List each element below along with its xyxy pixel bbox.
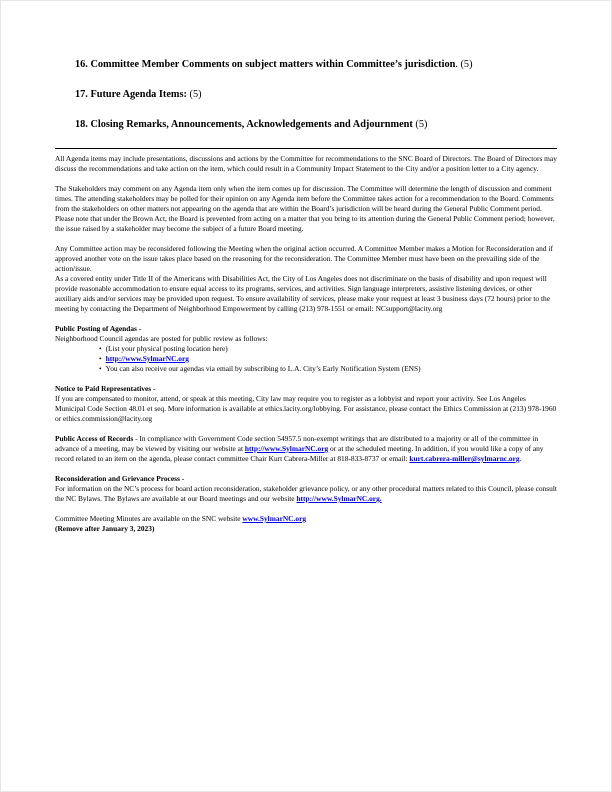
posting-locations-list (55, 344, 557, 374)
link-sylmarnc-posting[interactable]: http://www.SylmarNC.org (105, 354, 189, 363)
public-access-text-1: - In compliance with Government Code section 54957.5 non-exempt writings that are distributed to a majority or all of the committee in advance of a meeting, may be viewed by visiting our website at (55, 434, 539, 453)
section-meeting-minutes (55, 514, 557, 534)
agenda-item-17-title: 17. Future Agenda Items: (75, 89, 187, 100)
disclaimers-section (55, 154, 557, 534)
agenda-item-18 (75, 118, 557, 131)
minutes-text: Committee Meeting Minutes are available on the SNC website (55, 514, 243, 523)
posting-location-physical: (List your physical posting location here) (105, 344, 228, 353)
minutes-line (55, 514, 557, 524)
section-public-posting (55, 324, 557, 374)
paragraph-stakeholder-comments: The Stakeholders may comment on any Agenda item only when the item comes up for discussion. The Committee will determine the length of discussion and comment times. The attending stakeholders may be polled for their opinion on any Agenda item before the Committee takes action for a recommendation to the Board. Comments from the stakeholders on other matters not appearing on the agenda that are within the Board’s jurisdiction will be heard during the General Public Comment period. Please note that under the Brown Act, the Board is prevented from acting on a matter that you bring to its attention during the General Public Comment period; however, the issue raised by a stakeholder may become the subject of a future Board meeting. (55, 184, 555, 233)
paragraph-ada-accommodation: As a covered entity under Title II of the Americans with Disabilities Act, the City of Los Angeles does not discriminate on the basis of disability and upon request will provide reasonable accommodation to ensure equal access to its programs, services, and activities. Sign language interpreters, assistive listening devices, or other auxiliary aids and/or services may be provided upon request. To ensure availability of services, please make your request at least 3 business days (72 hours) prior to the meeting by contacting the Department of Neighborhood Empowerment by calling (213) 978-1551 or email: NCsupport@lacity.org (55, 274, 550, 313)
posting-location-ens: You can also receive our agendas via email by subscribing to L.A. City’s Early Notification System (ENS) (105, 364, 421, 373)
public-access-heading: Public Access of Records (55, 434, 134, 443)
public-posting-intro: Neighborhood Council agendas are posted for public review as follows: (55, 334, 268, 343)
public-posting-heading: Public Posting of Agendas - (55, 324, 142, 333)
section-paid-representatives (55, 384, 557, 424)
section-divider (55, 148, 557, 149)
agenda-item-16-title: 16. Committee Member Comments on subject matters within Committee’s jurisdiction (75, 59, 456, 70)
paragraph-general-agenda-notice: All Agenda items may include presentations, discussions and actions by the Committee for recommendations to the SNC Board of Directors. The Board of Directors may discuss the recommendations and take action on the item, which could result in a Community Impact Statement to the City and/or a position letter to a City agency. (55, 154, 557, 173)
agenda-item-18-duration: (5) (412, 119, 428, 130)
link-email-kurt-cabrera-miller[interactable]: kurt.cabrera-miller@sylmarnc.org (409, 454, 520, 463)
agenda-item-16-duration: . (5) (455, 59, 473, 70)
section-public-access-of-records (55, 434, 557, 464)
section-grievance-process (55, 474, 557, 504)
grievance-body (55, 484, 557, 504)
link-sylmarnc-records[interactable]: http://www.SylmarNC.org (244, 444, 329, 453)
paid-reps-body: If you are compensated to monitor, attend, or speak at this meeting, City law may require you to register as a lobbyist and report your activity. See Los Angeles Municipal Code Section 48.01 et seq. More information is available at ethics.lacity.org/lobbying. For assistance, please contact the Ethics Commission at (213) 978-1960 or ethics.commission@lacity.org (55, 394, 557, 423)
public-access-text-3: . (519, 454, 522, 463)
list-item (99, 364, 557, 374)
bullet-icon: • (99, 354, 102, 363)
link-sylmarnc-bylaws[interactable]: http://www.SylmarNC.org. (296, 494, 382, 503)
bullet-icon: • (99, 344, 102, 353)
agenda-item-16 (75, 58, 557, 71)
grievance-heading: Reconsideration and Grievance Process - (55, 474, 185, 483)
remove-after-note: (Remove after January 3, 2023) (55, 524, 155, 533)
grievance-text-1: For information on the NC’s process for board action reconsideration, stakeholder grievance policy, or any other procedural matters related to this Council, please consult the NC Bylaws. The Bylaws are available at our Board meetings and our website (55, 484, 557, 503)
public-access-text-2: or at the scheduled meeting. In addition, if you would like a copy of any record related to an item on the agenda, please contact committee Chair Kurt Cabrera-Miller at 818-833-8737 or email: (55, 444, 544, 463)
agenda-item-17-duration: (5) (186, 89, 202, 100)
paid-reps-heading: Notice to Paid Representatives - (55, 384, 156, 393)
agenda-items-section (75, 58, 557, 131)
list-item (99, 344, 557, 354)
link-sylmarnc-minutes[interactable]: www.SylmarNC.org (242, 514, 307, 523)
agenda-item-17 (75, 88, 557, 101)
agenda-item-18-title: 18. Closing Remarks, Announcements, Acknowledgements and Adjournment (75, 119, 413, 130)
bullet-icon: • (99, 364, 102, 373)
list-item (99, 354, 557, 364)
paragraph-reconsideration: Any Committee action may be reconsidered following the Meeting when the original action occurred. A Committee Member makes a Motion for Reconsideration and if approved another vote on the issue takes place based on the reasoning for the reconsideration. The Committee Member must have been on the prevailing side of the action/issue. (55, 244, 553, 273)
